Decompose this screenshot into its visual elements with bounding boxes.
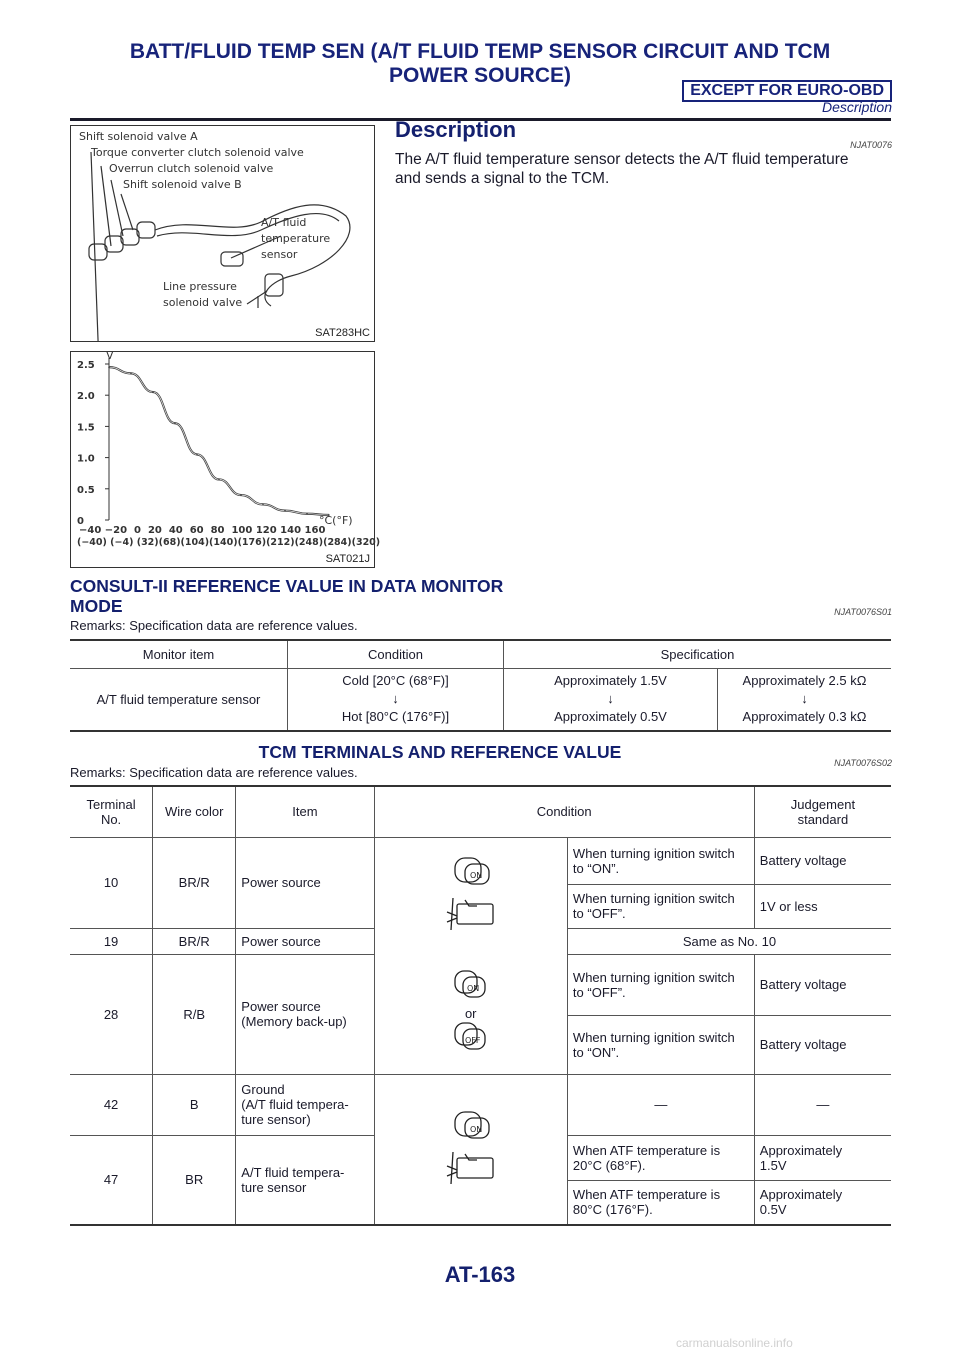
figure2-code: SAT021J [325,553,370,565]
consult-resist-1: Approximately 2.5 kΩ [742,673,867,689]
description-line1: The A/T fluid temperature sensor detects the A/T fluid temperature [395,151,849,168]
tcm-42-cond: — [567,1074,754,1135]
chart-xticks-f: (−40) (−4) (32)(68)(104)(140)(176)(212)(248)(284)(320) [77,537,381,548]
consult-voltage [504,668,718,730]
ignition-off-key-icon [451,1021,491,1055]
chart-y-tick-label: 0.5 [77,484,95,496]
tcm-28-cond1: When turning ignition switch to “OFF”. [567,954,754,1015]
tcm-28-item-l2: (Memory back-up) [241,1014,347,1029]
consult-cond-cold: Cold [20°C (68°F)] [342,673,449,689]
tcm-47-cond2: When ATF temperature is 80°C (176°F). [567,1180,754,1224]
tcm-19-no: 19 [70,928,153,954]
ignition-on-key-icon [441,854,501,934]
tcm-header-judge-l2: standard [797,811,849,827]
chart-point [240,494,242,496]
description-line2: and sends a signal to the TCM. [395,170,610,187]
tcm-remarks: Remarks: Specification data are reference values. [70,765,358,780]
tcm-28-icons [374,954,567,1074]
svg-text:ON: ON [469,1124,483,1134]
description-heading: Description [395,117,517,142]
chart-series-line-inner [109,367,329,515]
tcm-42-no: 42 [70,1074,153,1135]
chart-y-tick-label: 1.5 [77,422,95,434]
tcm-10-judge2: 1V or less [754,884,891,928]
tcm-header-item: Item [236,787,374,837]
chart-x-unit: °C(°F) [319,514,353,527]
tcm-10-judge1: Battery voltage [754,837,891,884]
tcm-header-terminal-l1: Terminal [86,796,136,812]
tcm-47-cond1: When ATF temperature is 20°C (68°F). [567,1135,754,1180]
consult-header-condition: Condition [288,641,504,668]
tcm-28-judge1: Battery voltage [754,954,891,1015]
label-shift-b: Shift solenoid valve B [123,178,242,191]
header-badge: EXCEPT FOR EURO-OBD [682,80,892,102]
solenoid-figure [70,125,375,342]
tcm-42-item-l3: ture sensor) [241,1112,311,1127]
tcm-47-wire: BR [153,1135,236,1224]
tcm-header-terminal-l2: No. [100,811,122,827]
tcm-19-item: Power source [236,928,374,954]
label-atf-2: temperature [261,232,331,245]
consult-heading-line1: CONSULT-II REFERENCE VALUE IN DATA MONITOR [70,576,504,596]
consult-cond-arrow: ↓ [392,691,399,707]
consult-header-item: Monitor item [70,641,288,668]
chart-point [108,366,110,368]
chart-y-tick-label: 0 [77,516,84,527]
consult-table [70,641,891,730]
chart-xticks-c: −40 −20 0 20 40 60 80 100 120 140 160 [79,525,326,536]
page-number: AT-163 [444,1262,516,1287]
description-text [395,150,895,188]
tcm-42-judge: — [754,1074,891,1135]
consult-cond-hot: Hot [80°C (176°F)] [341,709,450,725]
tcm-28-wire: R/B [153,954,236,1074]
consult-voltage-arrow: ↓ [607,691,614,707]
consult-condition [288,668,504,730]
chart-y-unit: V [106,349,114,362]
tcm-47-judge1-l1: Approximately [759,1142,843,1158]
tcm-10-no: 10 [70,837,153,928]
label-lp-2: solenoid valve [163,296,243,309]
tcm-table [70,787,891,1224]
tcm-table-wrap [70,785,891,1226]
consult-resist-2: Approximately 0.3 kΩ [742,709,867,725]
tcm-heading: TCM TERMINALS AND REFERENCE VALUE [258,742,622,762]
tcm-42-item [236,1074,374,1135]
tcm-row-10a [70,837,891,884]
tcm-28-cond2: When turning ignition switch to “ON”. [567,1015,754,1074]
tcm-47-judge1 [754,1135,891,1180]
svg-text:ON: ON [466,984,480,994]
chart-point [196,454,198,456]
consult-heading-line2: MODE [70,596,123,616]
tcm-28-item-l1: Power source [241,999,321,1014]
tcm-10-item: Power source [236,837,374,928]
tcm-47-judge2 [754,1180,891,1224]
tcm-10-icons [374,837,567,954]
tcm-row-28a [70,954,891,1015]
tcm-47-no: 47 [70,1135,153,1224]
consult-row [70,668,891,730]
tcm-42-item-l1: Ground [241,1082,285,1097]
tcm-42-icons [374,1074,567,1224]
tcm-47-judge2-l1: Approximately [759,1187,843,1203]
tcm-code: NJAT0076S02 [834,758,892,768]
description-code: NJAT0076 [850,140,892,150]
label-lp-1: Line pressure [163,280,237,293]
svg-text:OFF: OFF [464,1036,481,1046]
tcm-28-no: 28 [70,954,153,1074]
tcm-47-item [236,1135,374,1224]
consult-voltage-2: Approximately 0.5V [554,709,667,725]
watermark: carmanualsonline.info [676,1336,793,1350]
chart-point [218,479,220,481]
tcm-28-judge2: Battery voltage [754,1015,891,1074]
tcm-47-item-l1: A/T fluid tempera- [241,1164,345,1180]
or-label: or [464,1006,477,1022]
tcm-47-item-l2: ture sensor [241,1179,307,1195]
tcm-19-cond: Same as No. 10 [567,928,891,954]
chart-point [130,373,132,375]
tcm-header-judge-l1: Judgement [790,796,856,812]
consult-item: A/T fluid temperature sensor [70,668,288,730]
chart-point [174,422,176,424]
chart-y-tick-label: 2.0 [77,391,95,403]
tcm-header-terminal [70,787,153,837]
consult-voltage-1: Approximately 1.5V [554,673,667,689]
label-atf-3: sensor [261,248,298,261]
chart-y-tick-label: 1.0 [77,453,95,465]
tcm-42-wire: B [153,1074,236,1135]
consult-heading [70,576,503,616]
consult-resist-arrow: ↓ [801,691,808,707]
label-shift-a: Shift solenoid valve A [79,130,198,143]
label-tcc: Torque converter clutch solenoid valve [91,146,304,159]
ignition-on-key-icon [441,1108,501,1188]
consult-resistance [718,668,892,730]
consult-header-spec: Specification [504,641,892,668]
tcm-header-judgement [754,787,891,837]
figure1-code: SAT283HC [315,327,370,339]
tcm-row-42 [70,1074,891,1135]
tcm-10-wire: BR/R [153,837,236,928]
tcm-19-wire: BR/R [153,928,236,954]
chart-point [284,510,286,512]
chart-series-line [109,367,329,515]
header-title-line1: BATT/FLUID TEMP SEN (A/T FLUID TEMP SENSOR CIRCUIT AND TCM [129,40,831,63]
tcm-42-item-l2: (A/T fluid tempera- [241,1097,349,1112]
header-title-line2: POWER SOURCE) [388,64,571,87]
voltage-chart-figure [70,349,381,568]
consult-code: NJAT0076S01 [834,607,892,617]
consult-table-wrap [70,639,891,732]
consult-remarks: Remarks: Specification data are reference values. [70,618,358,633]
tcm-47-judge2-l2: 0.5V [759,1202,787,1218]
chart-point [262,504,264,506]
tcm-47-judge1-l2: 1.5V [759,1157,787,1173]
tcm-header-wire: Wire color [153,787,236,837]
chart-point [306,513,308,515]
label-atf-1: A/T fluid [261,216,307,229]
tcm-10-cond2: When turning ignition switch to “OFF”. [567,884,754,928]
ignition-on-key-icon [451,969,491,1003]
consult-header-row [70,641,891,668]
tcm-header-row [70,787,891,837]
tcm-10-cond1: When turning ignition switch to “ON”. [567,837,754,884]
chart-point [152,391,154,393]
svg-text:ON: ON [469,871,483,881]
tcm-header-condition: Condition [374,787,754,837]
label-overrun: Overrun clutch solenoid valve [109,162,274,175]
tcm-28-item [236,954,374,1074]
header-subtitle: Description [821,99,892,115]
chart-y-tick-label: 2.5 [77,360,95,371]
